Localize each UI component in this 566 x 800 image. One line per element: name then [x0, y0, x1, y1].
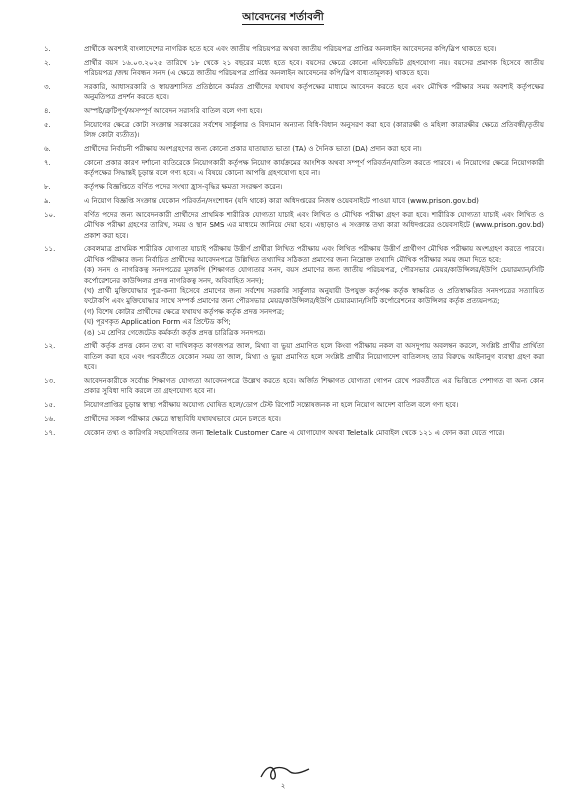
condition-sub-item: (ক) সনদ ও নাগরিকত্ব সনদপত্রের মূলকপি (শিক্ষাগত যোগ্যতার সনদ, বয়স প্রমাণের জন্য জাতীয় পরিচয়পত্র, পৌরসভার মেয়র/কাউন্সিলর/ইউপি চেয়ারম্যান/সিটি কর্পোরেশনের কাউন্সিলর প্রদত্ত নাগরিকত্ব সনদ, অবিবাহিত সনদ); — [84, 266, 544, 285]
condition-text: প্রার্থী কর্তৃক প্রদত্ত কোন তথ্য বা দাখিলকৃত কাগজপত্র জাল, মিথ্যা বা ভুয়া প্রমাণিত হলে কিংবা পরীক্ষায় নকল বা অসদুপায় অবলম্বন করলে, সংশ্লিষ্ট প্রার্থীর প্রার্থিতা বাতিল করা হবে এবং পরবর্তীতে যেকোন সময় তা জাল, মিথ্যা ও ভুয়া প্রমাণিত হলে সংশ্লিষ্ট প্রার্থীর নিয়োগাদেশ বাতিলসহ তার বিরুদ্ধে আইনানুগ ব্যবস্থা গ্রহণ করা হবে। — [84, 342, 544, 372]
condition-item — [44, 44, 544, 54]
condition-text-block — [84, 428, 544, 438]
condition-text: এ নিয়োগ বিজ্ঞপ্তি সংক্রান্ত যেকোন পরিবর্তন/সংশোধন (যদি থাকে) কারা অধিদপ্তরের নিজস্ব ওয়েবসাইটে পাওয়া যাবে (www.prison.gov.bd) — [84, 197, 479, 205]
condition-text: প্রার্থীকে অবশ্যই বাংলাদেশের নাগরিক হতে হবে এবং জাতীয় পরিচয়পত্র অথবা জাতীয় পরিচয়পত্র প্রাপ্তির অনলাইন আবেদনের কপি/স্লিপ থাকতে হবে। — [84, 45, 497, 53]
condition-sub-item: (ঙ) ১ম শ্রেণির গেজেটেড কর্মকর্তা কর্তৃক প্রদত্ত চারিত্রিক সনদপত্র। — [84, 328, 266, 337]
condition-text-block — [84, 144, 544, 154]
condition-number: ৩. — [44, 83, 51, 91]
condition-number: ৭. — [44, 159, 51, 167]
condition-text-block — [84, 106, 544, 116]
condition-text-block — [84, 196, 544, 206]
condition-text-block — [84, 182, 544, 192]
condition-text: যেকোন তথ্য ও কারিগরি সহযোগিতার জন্য Teletalk Customer Care এ যোগাযোগ অথবা Teletalk মোবাইল থেকে ১২১ এ ফোন করা যেতে পারে। — [84, 428, 505, 437]
condition-text-block — [84, 414, 544, 424]
condition-item — [44, 106, 544, 116]
condition-text: বর্ণিত পদের জন্য আবেদনকারী প্রার্থীদের প্রাথমিক শারীরিক যোগ্যতা যাচাই এবং লিখিত ও মৌখিক পরীক্ষা গ্রহণ করা হবে। শারীরিক যোগ্যতা যাচাই এবং লিখিত ও মৌখিক পরীক্ষা গ্রহণের তারিখ, সময় ও স্থান SMS এর মাধ্যমে জানিয়ে দেয়া হবে। এছাড়াও এ সংক্রান্ত তথ্য কারা অধিদপ্তরের ওয়েবসাইটে (www.prison.gov.bd) প্রকাশ করা হবে। — [84, 210, 544, 240]
condition-number: ১১. — [44, 245, 56, 254]
condition-text-block — [84, 82, 544, 103]
condition-item — [44, 182, 544, 192]
condition-number: ৫. — [44, 121, 51, 129]
condition-text: অস্পষ্ট/ত্রুটিপূর্ণ/অসম্পূর্ণ আবেদন সরাসরি বাতিল বলে গণ্য হবে। — [84, 107, 263, 116]
condition-number: ১৭. — [44, 428, 56, 437]
condition-text: কর্তৃপক্ষ বিজ্ঞপ্তিতে বর্ণিত পদের সংখ্যা হ্রাস-বৃদ্ধির ক্ষমতা সংরক্ষণ করেন। — [84, 183, 283, 192]
condition-number: ১২. — [44, 342, 56, 351]
condition-text-block — [84, 58, 544, 79]
condition-number: ১০. — [44, 210, 56, 219]
condition-item — [44, 144, 544, 154]
condition-text: প্রার্থীদের নির্বাচনী পরীক্ষায় অংশগ্রহণের জন্য কোনো প্রকার যাতায়াত ভাতা (TA) ও দৈনিক ভাতা (DA) প্রদান করা হবে না। — [84, 145, 422, 154]
condition-item — [44, 400, 544, 410]
condition-text: কেবলমাত্র প্রাথমিক শারীরিক যোগ্যতা যাচাই পরীক্ষায় উত্তীর্ণ প্রার্থীরা লিখিত পরীক্ষায় এবং লিখিত পরীক্ষায় উত্তীর্ণ প্রার্থীগণ মৌখিক পরীক্ষায় অংশগ্রহণ করতে পারবে। মৌখিক পরীক্ষার জন্য নির্বাচিত প্রার্থীদের আবেদনপত্রে উল্লিখিত তথ্যাদির সঠিকতা প্রমাণের জন্য নিম্নোক্ত তথ্যাদি মৌখিক পরীক্ষার সময় জমা দিতে হবে: — [84, 245, 544, 264]
condition-text: নিয়োগের ক্ষেত্রে কোটা সংক্রান্ত সরকারের সর্বশেষ সার্কুলার ও বিদ্যমান অন্যান্য বিধি-বিধান অনুসরণ করা হবে (কারারক্ষী ও মহিলা কারারক্ষীর ক্ষেত্রে প্রতিবন্ধী/তৃতীয় লিঙ্গ কোটা ব্যতীত)। — [84, 121, 544, 140]
condition-text-block — [84, 400, 544, 410]
page-number: ২ — [280, 782, 286, 790]
condition-sub-item: (গ) বিশেষ কোটার প্রার্থীদের ক্ষেত্রে যথাযথ কর্তৃপক্ষ কর্তৃক প্রদত্ত সনদপত্র; — [84, 307, 285, 316]
condition-item — [44, 414, 544, 424]
condition-item — [44, 341, 544, 372]
condition-text: সরকারি, আধাসরকারি ও স্বায়ত্তশাসিত প্রতিষ্ঠানে কর্মরত প্রার্থীদের যথাযথ কর্তৃপক্ষের মাধ্যমে আবেদন করতে হবে এবং মৌখিক পরীক্ষার সময় অবশ্যই কর্তৃপক্ষের অনুমতিপত্র প্রদর্শন করতে হবে। — [84, 83, 544, 102]
condition-number: ১৩. — [44, 377, 56, 386]
condition-text-block — [84, 210, 544, 241]
condition-item — [44, 120, 544, 141]
condition-item — [44, 196, 544, 206]
condition-text-block — [84, 244, 544, 338]
condition-number: ৬. — [44, 145, 51, 154]
condition-item — [44, 376, 544, 397]
condition-text-block — [84, 44, 544, 54]
condition-text: প্রার্থীদের সকল পরীক্ষার ক্ষেত্রে স্বাস্থ্যবিধি যথাযথভাবে মেনে চলতে হবে। — [84, 415, 281, 424]
condition-item — [44, 82, 544, 103]
condition-number: ১৫. — [44, 401, 56, 410]
condition-sub-item: (ঘ) পূরণকৃত Application Form এর প্রিন্টেড কপি; — [84, 318, 231, 327]
page-title: আবেদনের শর্তাবলী — [242, 11, 324, 23]
condition-item — [44, 158, 544, 179]
condition-number: ৪. — [44, 107, 51, 116]
condition-text: কোনো প্রকার কারণ দর্শানো ব্যতিরেকে নিয়োগকারী কর্তৃপক্ষ নিয়োগ কার্যক্রমের আংশিক অথবা সম্পূর্ণ পরিবর্তন/বাতিল করতে পারবে। এ নিয়োগের ক্ষেত্রে নিয়োগকারী কর্তৃপক্ষের সিদ্ধান্তই চূড়ান্ত বলে গণ্য হবে। এ বিষয়ে কোনো আপত্তি গ্রহণযোগ্য হবে না। — [84, 159, 544, 178]
condition-item — [44, 210, 544, 241]
condition-sub-item: (খ) প্রার্থী মুক্তিযোদ্ধার পুত্র-কন্যা হিসেবে প্রমাণের জন্য সর্বশেষ সরকারি সার্কুলার অনুযায়ী উপযুক্ত কর্তৃপক্ষ কর্তৃক স্বাক্ষরিত ও প্রতিস্বাক্ষরিত সনদপত্রের সত্যায়িত ফটোকপি এবং মুক্তিযোদ্ধার সাথে সম্পর্ক প্রমাণের জন্য পৌরসভার মেয়র/কাউন্সিলর/ইউপি চেয়ারম্যান/সিটি কর্পোরেশনের কাউন্সিলর কর্তৃক প্রত্যয়নপত্র; — [84, 287, 544, 306]
condition-number: ৯. — [44, 197, 51, 205]
condition-text-block — [84, 158, 544, 179]
condition-text-block — [84, 341, 544, 372]
condition-number: ৮. — [44, 183, 51, 192]
condition-text-block — [84, 120, 544, 141]
condition-item — [44, 58, 544, 79]
condition-text: নিয়োগপ্রাপ্তির চূড়ান্ত স্বাস্থ্য পরীক্ষায় অযোগ্য ঘোষিত হলে/ডোপ টেস্ট রিপোর্ট সন্তোষজনক না হলে নিয়োগ আদেশ বাতিল বলে গণ্য হবে। — [84, 401, 459, 410]
condition-item — [44, 244, 544, 338]
conditions-list — [44, 44, 544, 442]
condition-number: ১. — [44, 45, 51, 53]
condition-number: ২. — [44, 58, 51, 67]
condition-item — [44, 428, 544, 438]
condition-number: ১৬. — [44, 415, 56, 424]
condition-text: আবেদনকারীকে সর্বোচ্চ শিক্ষাগত যোগ্যতা আবেদনপত্রে উল্লেখ করতে হবে। অর্জিত শিক্ষাগত যোগ্যতা গোপন রেখে পরবর্তীতে এর ভিত্তিতে পেশাগত বা অন্য কোন প্রকার সুবিধা দাবি করলে তা গ্রহণযোগ্য হবে না। — [84, 377, 544, 396]
condition-text: প্রার্থীর বয়স ১৬.০৩.২০২৫ তারিখে ১৮ থেকে ২১ বছরের মধ্যে হতে হবে। বয়সের ক্ষেত্রে কোনো এফিডেভিট গ্রহণযোগ্য নয়। বয়সের প্রমাণক হিসেবে জাতীয় পরিচয়পত্র /জন্ম নিবন্ধন সনদ (এ ক্ষেত্রে জাতীয় পরিচয়পত্র প্রাপ্তির অনলাইন আবেদনের কপি/স্লিপ বাধ্যতামূলক) থাকতে হবে। — [84, 58, 544, 78]
condition-text-block — [84, 376, 544, 397]
